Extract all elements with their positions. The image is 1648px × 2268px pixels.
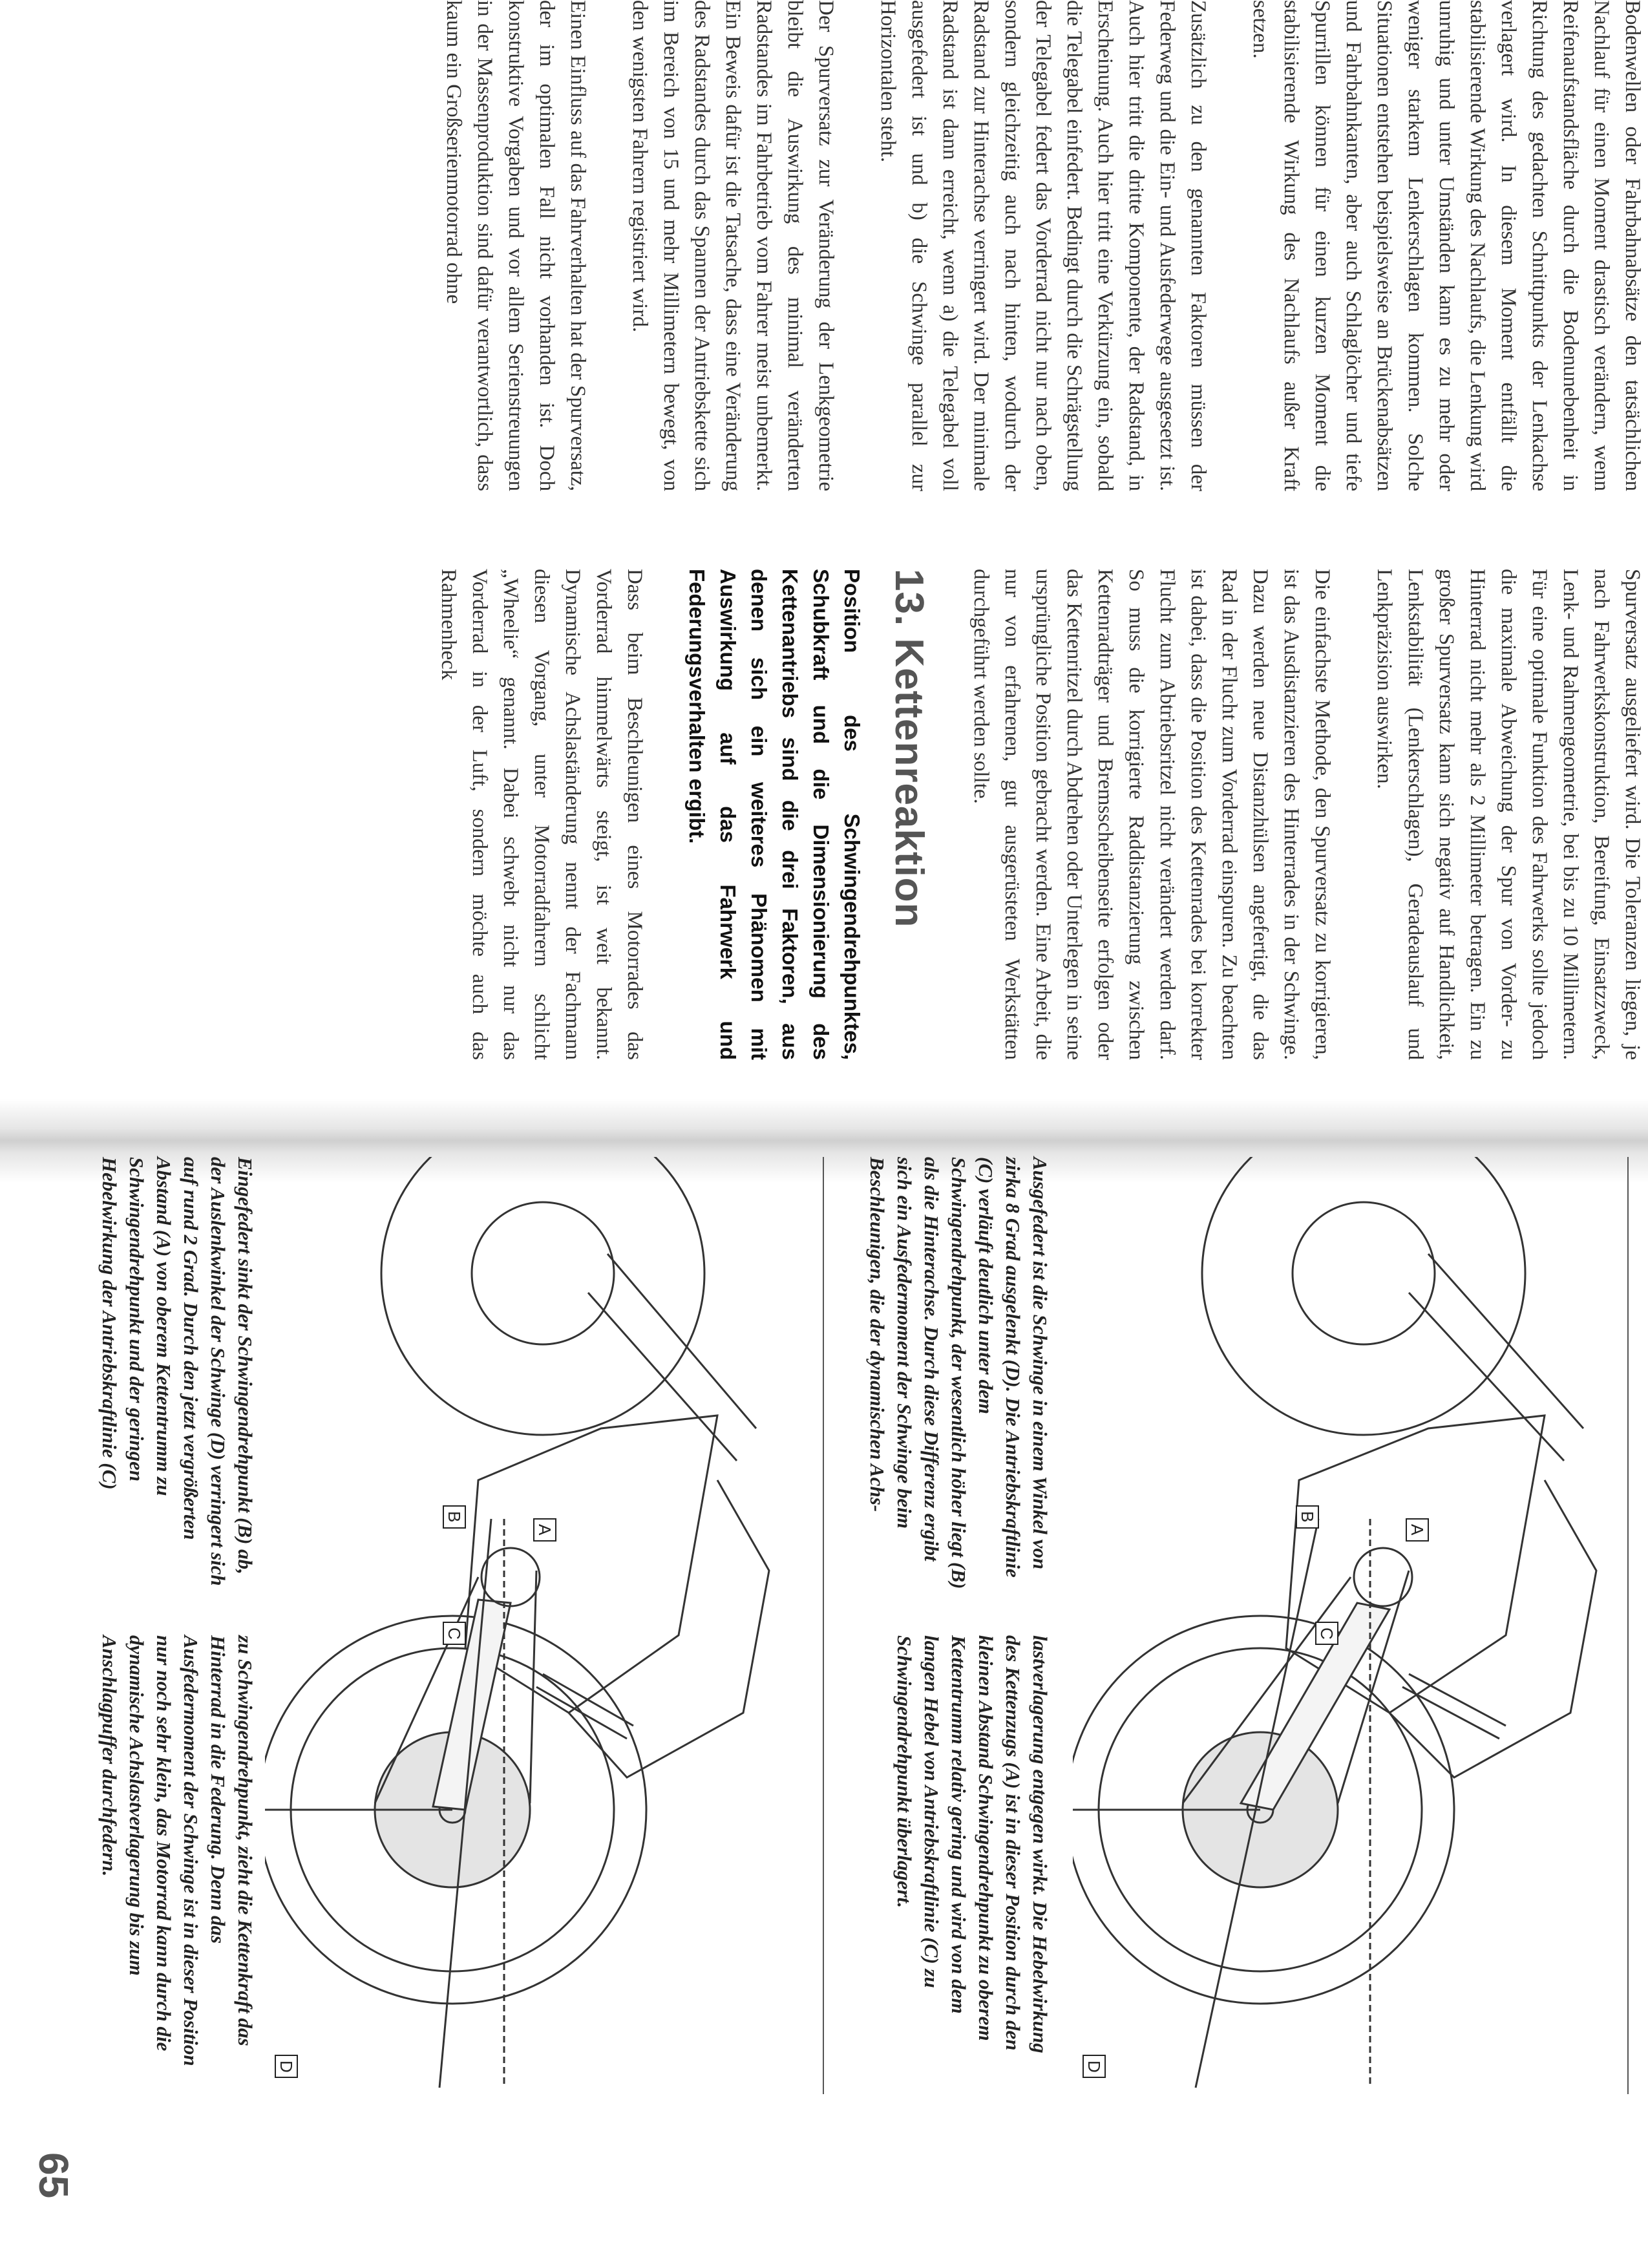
caption-text: Ausgefedert ist die Schwinge in einem Winkel von zirka 8 Grad ausgelenkt (D). Die Antriebskraftlinie (C) verläuft deutlich unter dem Schwingendrehpunkt, der wesentlich höher liegt (B) als die Hinterachse. Durch diese Differenz ergibt sich ein Ausfedermoment der Schwinge beim Beschleunigen, die der dynamischen Achs- [866,1157,1051,1589]
figure-caption-bottom [26,1157,259,2094]
figure-label: B [1298,1511,1317,1523]
front-wheel [1202,1157,1525,1435]
figure-label: C [445,1627,464,1640]
front-sprocket [1354,1548,1412,1606]
figure-label: D [277,2061,296,2073]
figure-label: A [1408,1524,1427,1536]
figure-label: D [1084,2061,1104,2073]
page-number: 65 [30,2152,77,2199]
figure-label: C [1317,1627,1336,1640]
paragraph: Bodenwellen oder Fahrbahnabsätze den tatsächlichen Nachlauf für einen Moment drastisch verändern, wenn Reifenaufstandsfläche durch die Bodenunebenheit in Richtung des gedachten Schnittpunkts der Lenkachse verlagert wird. In diesem Moment entfällt die stabilisierende Wirkung des Nachlaufs, die Lenkung wird unruhig und unter Umständen kann es zu mehr oder weniger starkem Lenkerschlagen kommen. Solche Situationen entstehen beispielsweise an Brückenabsätzen und Fahrbahnkanten, aber auch Schlaglöcher und tiefe Spurrillen können für einen kurzen Moment die stabilisierende Wirkung des Nachlaufs außer Kraft setzen. [1249,0,1644,491]
caption-text: Eingefedert sinkt der Schwingendrehpunkt (B) ab, der Auslenkwinkel der Schwinge (D) verringert sich auf rund 2 Grad. Durch den jetzt vergrößerten Abstand (A) von oberem Kettentrumm zu Schwingendrehpunkt und der geringen Hebelwirkung der Antriebskraftlinie (C) [98,1157,257,1586]
motorcycle-drawing [1073,1157,1622,2094]
paragraph: Zusätzlich zu den genannten Faktoren müssen der Federweg und die Ein- und Ausfederwege ausgesetzt ist. Auch hier tritt die dritte Komponente, der Radstand, in Erscheinung. Auch hier tritt eine Verkürzung ein, sobald die Telegabel einfedert. Bedingt durch die Schrägstellung der Telegabel federt das Vorderrad nicht nur nach oben, sondern gleichzeitig auch nach hinten, wodurch der Radstand zur Hinterachse verringert wird. Der minimale Radstand ist dann erreicht, wenn a) die Telegabel voll ausgefedert ist und b) die Schwinge parallel zur Horizontalen steht. [876,0,1210,491]
illustration-swingarm-extended [1073,1157,1622,2094]
figure-caption-top [840,1157,1053,2094]
paragraph: Die einfachste Methode, den Spurversatz zu korrigieren, ist das Ausdistanzieren des Hinterrades in der Schwinge. Dazu werden neue Distanzhülsen angefertigt, die das Rad in der Flucht zum Vorderrad einspuren. Zu beachten ist dabei, dass die Position des Kettenrades bei korrekter Flucht zum Abtriebsritzel nicht verändert werden darf. So muss die korrigierte Raddistanzierung zwischen Kettenradträger und Bremsscheibenseite erfolgen oder das Kettenritzel durch Abdrehen oder Unterlegen in seine ursprüngliche Position gebracht werden. Eine Arbeit, die nur von erfahrenen, gut ausgerüsteten Werkstätten durchgeführt werden sollte. [969,569,1334,1060]
paragraph: Der Spurversatz zur Veränderung der Lenkgeometrie bleibt die Auswirkung des minimal veränderten Radstandes im Fahrbetrieb vom Fahrer meist unbemerkt. Ein Beweis dafür ist die Tatsache, dass eine Veränderung des Radstandes durch das Spannen der Antriebskette sich im Bereich von 15 und mehr Millimetern bewegt, von den wenigsten Fahrern registriert wird. [628,0,838,491]
divider [823,1157,824,2094]
front-wheel [381,1157,704,1435]
paragraph: Einen Einfluss auf das Fahrverhalten hat der Spurversatz, der im optimalen Fall nicht vorhanden ist. Doch konstruktive Vorgaben und vor allem Serienstreuungen in der Massenproduktion sind dafür verantwortlich, dass kaum ein Großserienmotorrad ohne [442,0,589,491]
paragraph: Spurversatz ausgeliefert wird. Die Toleranzen liegen, je nach Fahrwerkskonstruktion, Bereifung, Einsatzzweck, Lenk- und Rahmengeometrie, bei bis zu 10 Millimetern. Für eine optimale Funktion des Fahrwerks sollte jedoch die maximale Abweichung der Spur von Vorder- zu Hinterrad nicht mehr als 2 Millimeter betragen. Ein zu großer Spurversatz kann sich negativ auf Handlichkeit, Lenkstabilität (Lenkerschlagen), Geradeauslauf und Lenkpräzision auswirken. [1373,569,1644,1060]
front-sprocket [481,1548,540,1606]
text-column-right [402,569,1648,1060]
caption-text: zu Schwingendrehpunkt, zieht die Kettenkraft das Hinterrad in die Federung. Denn das Ausfedermoment der Schwinge ist in dieser Position nur noch sehr klein, das Motorrad kann durch die dynamische Achslastverlagerung bis zum Anschlagpuffer durchfedern. [98,1635,257,2066]
motorcycle-drawing [265,1157,814,2094]
caption-text: lastverlagerung entgegen wirkt. Die Hebelwirkung des Kettenzugs (A) ist in dieser Position durch den kleinen Abstand Schwingendrehpunkt zu oberem Kettentrumm relativ gering und wird von dem langen Hebel von Antriebskraftlinie (C) zu Schwingendrehpunkt überlagert. [893,1635,1051,2053]
figure-label: A [535,1524,555,1536]
divider [1627,1157,1629,2094]
illustration-swingarm-compressed [265,1157,814,2094]
text-column-left [407,0,1648,491]
figure-label: B [445,1511,464,1523]
section-heading: 13. Kettenreaktion [887,569,931,928]
paragraph: Dass beim Beschleunigen eines Motorrades das Vorderrad himmelwärts steigt, ist weit bekannt. Dynamische Achslaständerung nennt der Fachmann diesen Vorgang, unter Motorradfahrern schlicht „Wheelie“ genannt. Dabei schwebt nicht nur das Vorderrad in der Luft, sondern möchte auch das Rahmenheck [437,569,646,1060]
lead-paragraph: Position des Schwingendrehpunktes, Schubkraft und die Dimensionierung des Kettenantriebs sind die drei Faktoren, aus denen sich ein weiteres Phänomen mit Auswirkung auf das Fahrwerk und Federungsverhalten ergibt. [685,569,864,1060]
